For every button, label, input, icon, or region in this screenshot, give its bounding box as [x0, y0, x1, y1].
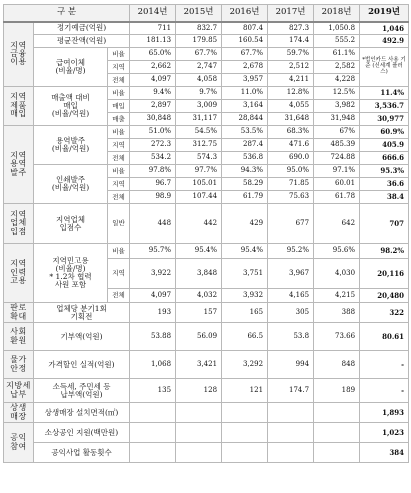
row-label — [34, 48, 108, 87]
cell: - — [360, 379, 409, 403]
group-label: 물가 안정 — [10, 355, 27, 373]
cell: 2,512 — [268, 61, 314, 74]
cell: 287.4 — [222, 139, 268, 152]
cell: 448 — [130, 204, 176, 244]
cell — [314, 443, 360, 463]
sub-label: 지역 — [108, 61, 130, 74]
cell: 31,117 — [176, 113, 222, 126]
cell: 135 — [130, 379, 176, 403]
cell — [268, 443, 314, 463]
group-label: 상생 매장 — [10, 403, 27, 421]
cell: 11.0% — [222, 87, 268, 100]
cell — [268, 403, 314, 423]
cell: 98.2% — [360, 244, 409, 259]
cell: 97.8% — [130, 165, 176, 178]
row-label: 공익사업 활동횟수 — [34, 443, 130, 463]
row-label-text: 인쇄발주 (비율/억원) — [51, 175, 90, 192]
cell — [176, 443, 222, 463]
cell: 165 — [222, 303, 268, 323]
row-label — [34, 244, 108, 303]
cell: 95.4% — [176, 244, 222, 259]
cell: 3,932 — [222, 289, 268, 303]
table-row — [4, 22, 409, 35]
cell: 30,848 — [130, 113, 176, 126]
group-label: 지방세 납부 — [6, 381, 31, 399]
group-public-participation — [4, 423, 34, 463]
row-label: 상생매장 설치면적(㎡) — [34, 403, 130, 423]
row-label: 소상공인 지원(백만원) — [34, 423, 130, 443]
header-year-2014: 2014년 — [130, 5, 176, 22]
cell: 53.5% — [222, 126, 268, 139]
cell: 2,662 — [130, 61, 176, 74]
sub-label: 전체 — [108, 74, 130, 87]
cell — [314, 403, 360, 423]
header-gubun: 구 분 — [4, 5, 130, 22]
row-label — [34, 303, 130, 323]
group-price-stability — [4, 351, 34, 379]
cell: 405.9 — [360, 139, 409, 152]
cell: 61.1% — [314, 48, 360, 61]
cell: 53.8 — [268, 323, 314, 351]
cell: 75.63 — [268, 191, 314, 204]
cell: 492.9 — [360, 35, 409, 48]
row-label-text: 지역민고용 (비율/명) * 1.2차 협력 사원 포함 — [49, 256, 92, 289]
table-row — [4, 379, 409, 403]
cell: 322 — [360, 303, 409, 323]
cell: 1,893 — [360, 403, 409, 423]
cell: 305 — [268, 303, 314, 323]
cell: 95.2% — [268, 244, 314, 259]
cell: 31,648 — [268, 113, 314, 126]
cell: 4,228 — [314, 74, 360, 87]
row-label — [34, 204, 108, 244]
footnote-card: *법인카드 사용 기준 (신세계 플러스) — [360, 48, 409, 87]
cell: 20,480 — [360, 289, 409, 303]
sub-label: 지역 — [108, 178, 130, 191]
row-label: 가격할인 실적(억원) — [34, 351, 130, 379]
sub-label: 전체 — [108, 191, 130, 204]
cell: 2,582 — [314, 61, 360, 74]
cell: 3,922 — [130, 259, 176, 289]
cell: 121 — [222, 379, 268, 403]
cell: 68.3% — [268, 126, 314, 139]
header-year-2016: 2016년 — [222, 5, 268, 22]
group-label: 공익 참여 — [10, 433, 27, 451]
cell: 174.4 — [268, 35, 314, 48]
cell — [130, 443, 176, 463]
cell: 536.8 — [222, 152, 268, 165]
cell: 707 — [360, 204, 409, 244]
cell: 677 — [268, 204, 314, 244]
header-year-2015: 2015년 — [176, 5, 222, 22]
cell: 95.6% — [314, 244, 360, 259]
cell: 848 — [314, 351, 360, 379]
row-label — [34, 126, 108, 165]
cell: 67% — [314, 126, 360, 139]
cell: 4,030 — [314, 259, 360, 289]
cell — [222, 423, 268, 443]
cell: 1,050.8 — [314, 22, 360, 35]
cell: 3,848 — [176, 259, 222, 289]
cell — [176, 423, 222, 443]
cell: 58.29 — [222, 178, 268, 191]
header-row — [4, 5, 409, 22]
sub-label: 비율 — [108, 244, 130, 259]
regional-contribution-table — [3, 4, 409, 463]
cell: 4,211 — [268, 74, 314, 87]
cell: 95.0% — [268, 165, 314, 178]
cell: 3,292 — [222, 351, 268, 379]
group-label: 지역 금융 이용 — [10, 40, 27, 67]
row-label-text: 소득세, 주민세 등 납부액(억원) — [52, 381, 111, 399]
cell: 3,982 — [314, 100, 360, 113]
cell: 160.54 — [222, 35, 268, 48]
cell: 28,844 — [222, 113, 268, 126]
cell: 724.88 — [314, 152, 360, 165]
cell: 534.2 — [130, 152, 176, 165]
table-row — [4, 351, 409, 379]
cell: 105.01 — [176, 178, 222, 191]
cell: 3,957 — [222, 74, 268, 87]
cell: 59.7% — [268, 48, 314, 61]
cell: 38.4 — [360, 191, 409, 204]
cell: 690.0 — [268, 152, 314, 165]
cell: 272.3 — [130, 139, 176, 152]
cell: 97.7% — [176, 165, 222, 178]
cell: 60.01 — [314, 178, 360, 191]
header-year-2017: 2017년 — [268, 5, 314, 22]
cell — [130, 403, 176, 423]
group-label: 지역 제품 매입 — [10, 92, 27, 119]
cell: 4,058 — [176, 74, 222, 87]
cell: 485.39 — [314, 139, 360, 152]
cell: 53.88 — [130, 323, 176, 351]
cell: 3,751 — [222, 259, 268, 289]
header-year-2018: 2018년 — [314, 5, 360, 22]
cell: 31,948 — [314, 113, 360, 126]
group-label: 지역 인력 고용 — [10, 259, 27, 286]
cell: 60.9% — [360, 126, 409, 139]
group-label: 지역 업체 입점 — [10, 209, 27, 236]
cell: 56.09 — [176, 323, 222, 351]
cell: 71.85 — [268, 178, 314, 191]
cell: 95.3% — [360, 165, 409, 178]
cell: 3,421 — [176, 351, 222, 379]
cell: 555.2 — [314, 35, 360, 48]
cell: 711 — [130, 22, 176, 35]
cell: 157 — [176, 303, 222, 323]
table-row — [4, 48, 409, 61]
cell: 80.61 — [360, 323, 409, 351]
cell: 73.66 — [314, 323, 360, 351]
row-label — [34, 87, 108, 126]
cell — [222, 403, 268, 423]
sub-label: 비율 — [108, 48, 130, 61]
statistics-table-container — [3, 4, 408, 485]
cell: 61.78 — [314, 191, 360, 204]
cell: 181.13 — [130, 35, 176, 48]
row-label-text: 지역업체 입점수 — [56, 214, 85, 232]
table-row — [4, 35, 409, 48]
cell: 3,967 — [268, 259, 314, 289]
sub-label: 비율 — [108, 87, 130, 100]
table-row — [4, 303, 409, 323]
row-label: 정기예금(억원) — [34, 22, 130, 35]
group-label: 판로 확대 — [10, 303, 27, 321]
table-row — [4, 403, 409, 423]
cell: 832.7 — [176, 22, 222, 35]
cell: - — [360, 351, 409, 379]
cell — [314, 423, 360, 443]
row-label-text: 급여이체 (비율/명) — [55, 58, 86, 75]
cell: 3,009 — [176, 100, 222, 113]
cell: 67.7% — [176, 48, 222, 61]
cell: 388 — [314, 303, 360, 323]
cell: 4,215 — [314, 289, 360, 303]
cell: 179.85 — [176, 35, 222, 48]
group-coop-store — [4, 403, 34, 423]
group-store — [4, 204, 34, 244]
cell: 4,165 — [268, 289, 314, 303]
cell: 807.4 — [222, 22, 268, 35]
cell: 1,023 — [360, 423, 409, 443]
header-year-2019: 2019년 — [360, 5, 409, 22]
row-label — [34, 165, 108, 204]
cell: 174.7 — [268, 379, 314, 403]
cell: 107.44 — [176, 191, 222, 204]
cell: 994 — [268, 351, 314, 379]
cell: 94.3% — [222, 165, 268, 178]
cell: 1,068 — [130, 351, 176, 379]
cell: 642 — [314, 204, 360, 244]
cell: 3,164 — [222, 100, 268, 113]
table-row — [4, 323, 409, 351]
cell: 574.3 — [176, 152, 222, 165]
cell: 12.8% — [268, 87, 314, 100]
row-label-text: 용역발주 (비율/억원) — [51, 136, 90, 153]
cell: 471.6 — [268, 139, 314, 152]
table-row — [4, 423, 409, 443]
cell — [222, 443, 268, 463]
cell: 9.7% — [176, 87, 222, 100]
cell: 189 — [314, 379, 360, 403]
cell: 30,977 — [360, 113, 409, 126]
row-label — [34, 379, 130, 403]
cell: 4,055 — [268, 100, 314, 113]
sub-label: 지역 — [108, 139, 130, 152]
cell: 2,747 — [176, 61, 222, 74]
table-row — [4, 87, 409, 100]
group-employment — [4, 244, 34, 303]
cell: 36.6 — [360, 178, 409, 191]
cell: 95.7% — [130, 244, 176, 259]
cell: 827.3 — [268, 22, 314, 35]
cell: 384 — [360, 443, 409, 463]
cell: 51.0% — [130, 126, 176, 139]
sub-label: 비율 — [108, 165, 130, 178]
group-purchase — [4, 87, 34, 126]
sub-label: 매입 — [108, 100, 130, 113]
cell: 97.1% — [314, 165, 360, 178]
cell: 429 — [222, 204, 268, 244]
cell: 2,678 — [222, 61, 268, 74]
group-label: 지역 용역 발주 — [10, 150, 27, 177]
cell: 128 — [176, 379, 222, 403]
cell: 20,116 — [360, 259, 409, 289]
cell: 3,536.7 — [360, 100, 409, 113]
cell: 67.7% — [222, 48, 268, 61]
cell: 193 — [130, 303, 176, 323]
cell — [130, 423, 176, 443]
group-label: 사회 환원 — [10, 327, 27, 345]
table-row — [4, 244, 409, 259]
cell: 2,897 — [130, 100, 176, 113]
cell — [176, 403, 222, 423]
sub-label: 일반 — [108, 204, 130, 244]
group-local-tax — [4, 379, 34, 403]
sub-label: 전체 — [108, 289, 130, 303]
cell — [268, 423, 314, 443]
cell: 96.7 — [130, 178, 176, 191]
cell: 54.5% — [176, 126, 222, 139]
row-label: 기부액(억원) — [34, 323, 130, 351]
sub-label: 비율 — [108, 126, 130, 139]
cell: 12.5% — [314, 87, 360, 100]
cell: 9.4% — [130, 87, 176, 100]
cell: 442 — [176, 204, 222, 244]
group-social-return — [4, 323, 34, 351]
cell: 4,032 — [176, 289, 222, 303]
cell: 312.75 — [176, 139, 222, 152]
cell: 95.4% — [222, 244, 268, 259]
group-service-order — [4, 126, 34, 204]
table-row — [4, 126, 409, 139]
cell: 4,097 — [130, 74, 176, 87]
table-row — [4, 165, 409, 178]
table-row — [4, 204, 409, 244]
cell: 66.5 — [222, 323, 268, 351]
cell: 666.6 — [360, 152, 409, 165]
sub-label: 지역 — [108, 259, 130, 289]
cell: 1,046 — [360, 22, 409, 35]
cell: 61.79 — [222, 191, 268, 204]
cell: 98.9 — [130, 191, 176, 204]
cell: 4,097 — [130, 289, 176, 303]
cell: 11.4% — [360, 87, 409, 100]
group-finance — [4, 22, 34, 87]
row-label-text: 매출액 대비 매입 (비율/억원) — [51, 93, 90, 118]
row-label: 평균잔액(억원) — [34, 35, 130, 48]
sub-label: 전체 — [108, 152, 130, 165]
row-label-text: 업체당 분기1회 기획전 — [56, 303, 107, 321]
group-sales-channel — [4, 303, 34, 323]
cell: 65.0% — [130, 48, 176, 61]
table-row — [4, 443, 409, 463]
sub-label: 매출 — [108, 113, 130, 126]
